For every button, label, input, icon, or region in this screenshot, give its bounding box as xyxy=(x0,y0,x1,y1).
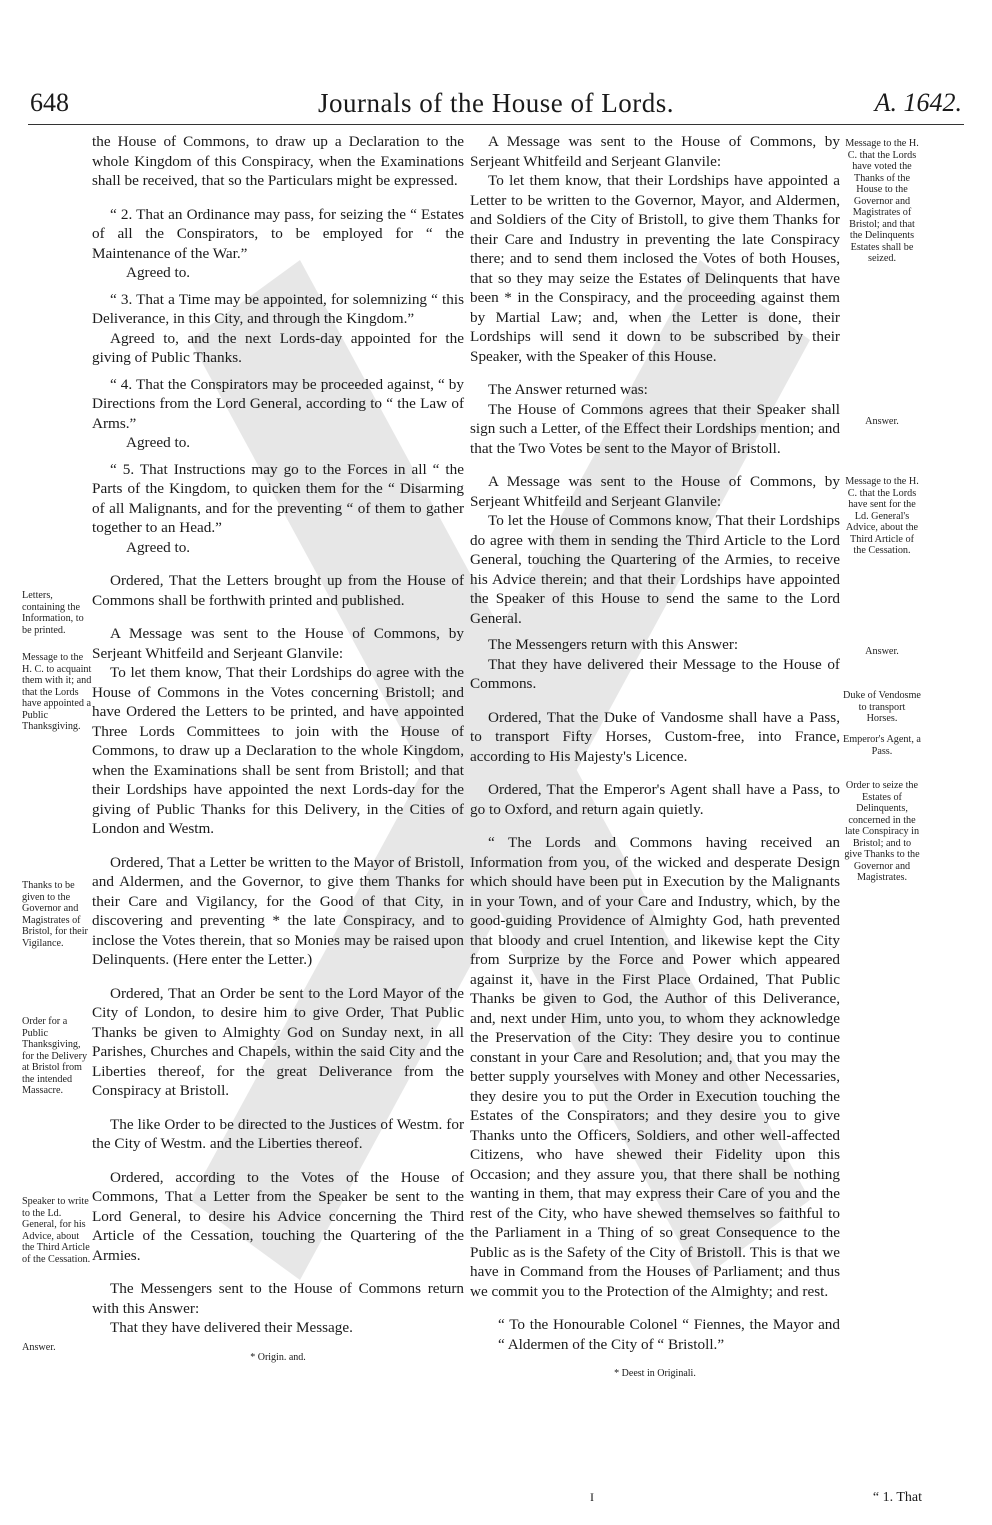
answer-text: The House of Commons agrees that their Speaker shall sign such a Letter, of the Effect their Lordships mention; and that the Two Votes be sent to the Mayor of Bristoll. xyxy=(470,400,840,457)
margin-note: Answer. xyxy=(865,416,899,427)
message-text: To let them know, That their Lordships do agree with the House of Commons in the Votes concerning Bristoll; and have Ordered the Letters to be printed, and have appointed Three Lords Committees to join with the House of Commons, to draw up a Declaration to the whole Kingdom, when the Examinations shall be sent from Bristoll; and that their Lordships have appointed the next Lords-day for the giving of Public Thanks for this Delivery, in the Cities of London and Westm. xyxy=(92,664,464,837)
header-rule xyxy=(28,124,964,125)
page-header xyxy=(30,88,962,128)
margin-note: Message to the H. C. that the Lords have voted the Thanks of the House to the Governor and Magistrates of Bristol; and that the Delinquents Estates shall be seized. xyxy=(845,138,919,264)
order-emperor-agent: Ordered, That the Emperor's Agent shall have a Pass, to go to Oxford, and return again quietly. xyxy=(470,781,840,818)
year-label: A. 1642. xyxy=(874,88,962,117)
running-title: Journals of the House of Lords. xyxy=(318,88,674,118)
margin-note: Duke of Vendosme to transport Horses. xyxy=(843,690,921,724)
margin-note: Order for a Public Thanksgiving, for the Delivery at Bristol from the intended Massacre. xyxy=(22,1016,88,1096)
agreed: Agreed to. xyxy=(126,264,191,281)
agreed: Agreed to, and the next Lords-day appointed for the giving of Public Thanks. xyxy=(92,329,464,366)
margin-note: Answer. xyxy=(865,646,899,657)
margin-note: Answer. xyxy=(22,1342,56,1353)
message-text: To let them know, that their Lordships have appointed a Letter to be written to the Governor, Mayor, and Aldermen, and Soldiers of the City of Bristoll, to give them Thanks for their Care and Industry in preventing the late Conspiracy there; and to send them inclosed the Votes of both Houses, that so they may seize the Estates of Delinquents that have been * in the Conspiracy, and the proceeding against them by Martial Law; and, when the Letter is done, their Lordships will send it down to be subscribed by their Speaker, with the Speaker of this House. xyxy=(470,172,840,365)
margin-note: Letters, containing the Information, to be printed. xyxy=(22,590,84,636)
messengers-return: The Messengers return with this Answer: xyxy=(488,636,739,653)
message-text: To let the House of Commons know, That their Lordships do agree with them in sending the Third Article to the Lord General, touching the Quartering of the Armies, to receive his Advice therein; and that their Lordships have appointed the Speaker of this House to send the same to the Lord General. xyxy=(470,512,840,627)
left-column xyxy=(92,132,464,1367)
margin-note: Thanks to be given to the Governor and Magistrates of Bristol, for their Vigilance. xyxy=(22,880,88,949)
letter-address: “ To the Honourable Colonel “ Fiennes, the Mayor and “ Aldermen of the City of “ Bristoll.” xyxy=(498,1316,840,1353)
paragraph: the House of Commons, to draw up a Declaration to the whole Kingdom of this Conspiracy, when the Examinations shall be received, that so the Particulars might be expressed. xyxy=(92,133,464,189)
margin-note: Order to seize the Estates of Delinquents, concerned in the late Conspiracy in Bristol; and to give Thanks to the Governor and Magistrates. xyxy=(844,780,920,883)
messengers-return: The Messengers sent to the House of Commons return with this Answer: xyxy=(92,1280,464,1317)
resolution-5: “ 5. That Instructions may go to the Forces in all “ the Parts of the Kingdom, to quicken them for the “ Disarming of all Malignants, and for the preventing “ of them to gather together to an Head.” xyxy=(92,460,464,536)
margin-note: Message to the H. C. to acquaint them with it; and that the Lords have appointed a Public Thanksgiving. xyxy=(22,652,92,732)
letter-text: “ The Lords and Commons having received an Information from you, of the wicked and desperate Design which should have been put in Execution by the Malignants in your Town, and of your Care and Industry, which, by the good-guiding Providence of Almighty God, hath prevented that bloody and cruel Intention, and likewise kept the City from Surprize by the Force and Power which appeared against it, have in the First Place Ordained, That Public Thanks be given to God, the Author of this Deliverance, and, next under Him, unto you, to whom they acknowledge the Preservation of the City: They desire you to continue constant in your Care and Resolution; and, that you may the better supply yourselves with Money and other Necessaries, they desire you to put the Order in Execution touching the Estates of the Conspirators; and they desire you to give Thanks unto the Officers, Soldiers, and other well-affected Citizens, who have shewed their Fidelity upon this Occasion; and they assure you, that there shall be nothing wanting in them, that may express their Care of you and the rest of the City, who have shewed themselves so faithful to the Parliament in a Thing of so great Consequence to the Public as is the Safety of the City of Bristoll. This is that we have in Command from the Houses of Parliament; and thus we commit you to the Protection of the Almighty; and rest. xyxy=(470,834,840,1300)
resolution-3: “ 3. That a Time may be appointed, for solemnizing “ this Deliverance, in this City, and through the Kingdom.” xyxy=(92,290,464,327)
order-letters-printed: Ordered, That the Letters brought up from the House of Commons shall be forthwith printed and published. xyxy=(92,572,464,609)
order-speaker-letter: Ordered, according to the Votes of the House of Commons, That a Letter from the Speaker be sent to the Lord General, to desire his Advice concerning the Third Article of the Cessation, touching the Quartering of the Armies. xyxy=(92,1168,464,1264)
answer-heading: The Answer returned was: xyxy=(488,381,648,398)
answer-text: That they have delivered their Message. xyxy=(110,1319,353,1336)
order-lord-mayor: Ordered, That an Order be sent to the Lord Mayor of the City of London, to desire him to give Order, That Public Thanks be given to Almighty God on Sunday next, in all Parishes, Churches and Chapels, within the said City and the Liberties thereof, for the great Deliverance from the Conspiracy at Bristoll. xyxy=(92,984,464,1099)
margin-note: Emperor's Agent, a Pass. xyxy=(843,734,921,757)
signature-mark: I xyxy=(590,1490,594,1504)
message-to-commons: A Message was sent to the House of Commons, by Serjeant Whitfeild and Serjeant Glanvile: xyxy=(470,133,840,170)
footnote: * Origin. and. xyxy=(250,1351,306,1363)
order-vandosme-pass: Ordered, That the Duke of Vandosme shall have a Pass, to transport Fifty Horses, Custom-free, into France, according to His Majesty's Licence. xyxy=(470,708,840,765)
right-column xyxy=(470,132,840,1384)
footnote: * Deest in Originali. xyxy=(614,1368,696,1379)
resolution-4: “ 4. That the Conspirators may be proceeded against, “ by Directions from the Lord General, according to “ the Law of Arms.” xyxy=(92,375,464,432)
message-to-commons: A Message was sent to the House of Commons, by Serjeant Whitfeild and Serjeant Glanvile: xyxy=(92,625,464,662)
answer-text: That they have delivered their Message to the House of Commons. xyxy=(470,655,840,692)
agreed: Agreed to. xyxy=(126,538,191,556)
resolution-2: “ 2. That an Ordinance may pass, for seizing the “ Estates of all the Conspirators, to be employed for “ the Maintenance of the War.” xyxy=(92,205,464,262)
catchword: “ 1. That xyxy=(872,1490,922,1505)
page-number: 648 xyxy=(30,88,69,117)
message-to-commons: A Message was sent to the House of Commons, by Serjeant Whitfeild and Serjeant Glanvile: xyxy=(470,473,840,510)
order-letter-bristoll: Ordered, That a Letter be written to the Mayor of Bristoll, and Aldermen, and the Governor, to give them Thanks for their Care and Vigilancy, for the Good of that City, in discovering and preventing * the late Conspiracy, and to inclose the Votes therein, that so Monies may be raised upon Delinquents. (Here enter the Letter.) xyxy=(92,853,464,968)
margin-note: Speaker to write to the Ld. General, for his Advice, about the Third Article of the Cessation. xyxy=(22,1196,91,1265)
agreed: Agreed to. xyxy=(126,434,191,451)
order-westminster: The like Order to be directed to the Justices of Westm. for the City of Westm. and the Liberties thereof. xyxy=(92,1115,464,1152)
margin-note: Message to the H. C. that the Lords have sent for the Ld. General's Advice, about the Third Article of the Cessation. xyxy=(845,476,919,556)
